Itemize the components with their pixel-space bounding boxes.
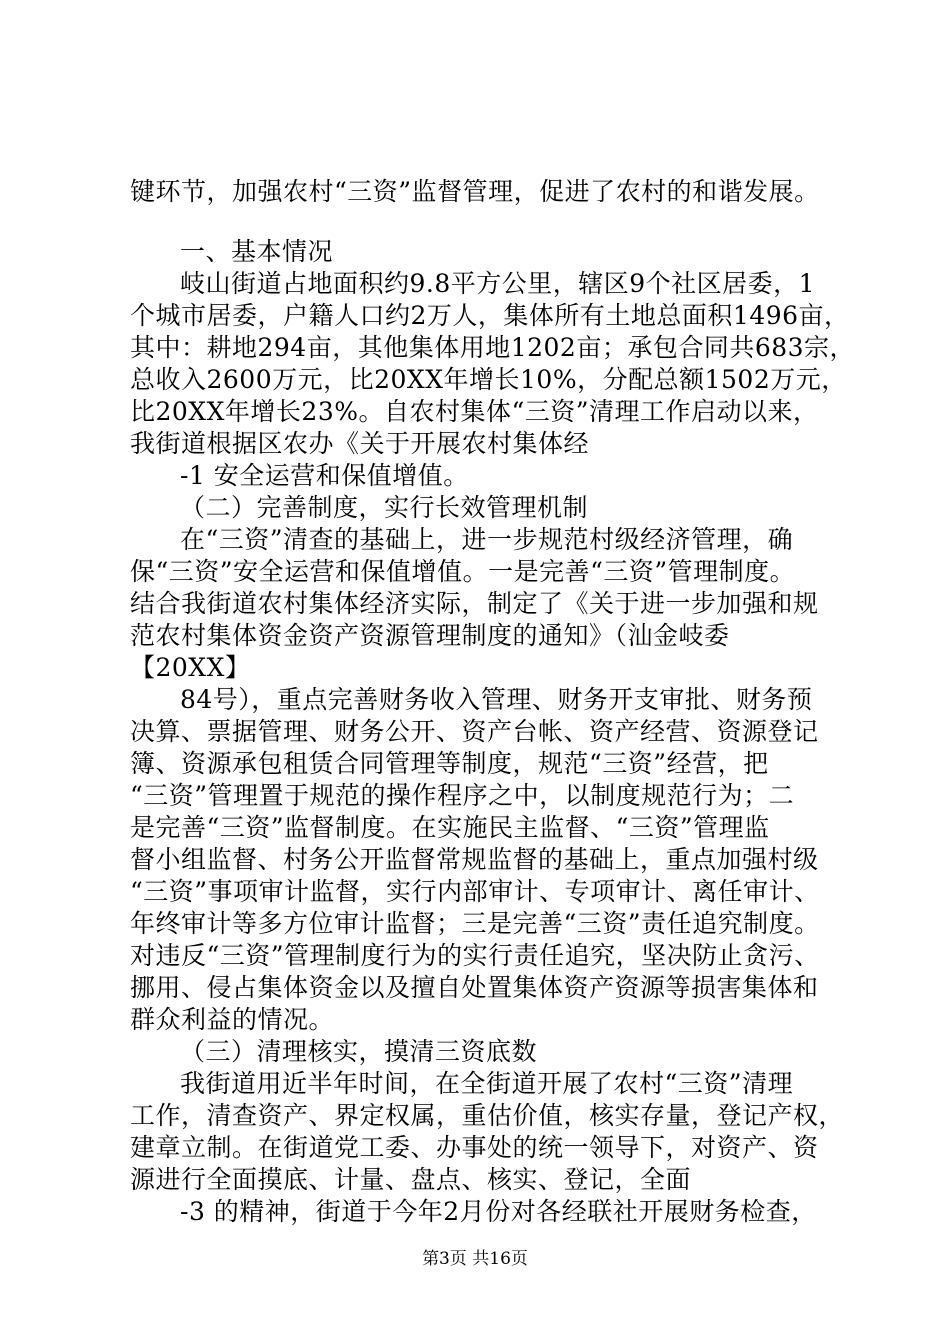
text-line: 岐山街道占地面积约9.8平方公里，辖区9个社区居委，1 [180, 269, 816, 298]
text-line: 保“三资”安全运营和保值增值。一是完善“三资”管理制度。 [130, 557, 796, 586]
text-line: 督小组监督、村务公开监督常规监督的基础上，重点加强村级 [130, 845, 819, 874]
text-line: -3 的精神，街道于今年2月份对各经联社开展财务检查， [180, 1197, 817, 1226]
text-line: “三资”管理置于规范的操作程序之中，以制度规范行为；二 [130, 781, 795, 810]
text-line: 【20XX】 [130, 653, 251, 682]
text-line: 挪用、侵占集体资金以及擅自处置集体资产资源等损害集体和 [130, 973, 819, 1002]
text-line: 其中：耕地294亩，其他集体用地1202亩；承包合同共683宗， [130, 333, 856, 362]
text-line: 个城市居委，户籍人口约2万人，集体所有土地总面积1496亩， [130, 301, 850, 330]
text-line: 簿、资源承包租赁合同管理等制度，规范“三资”经营，把 [130, 749, 769, 778]
section-heading: （三）清理核实，摸清三资底数 [180, 1037, 538, 1066]
text-line: 范农村集体资金资产资源管理制度的通知》（汕金岐委 [130, 621, 730, 650]
text-line: “三资”事项审计监督，实行内部审计、专项审计、离任审计、 [130, 877, 820, 906]
section-heading: （二）完善制度，实行长效管理机制 [180, 493, 589, 522]
text-line: 我街道用近半年时间，在全街道开展了农村“三资”清理 [180, 1069, 794, 1098]
text-line: 年终审计等多方位审计监督；三是完善“三资”责任追究制度。 [130, 909, 820, 938]
text-line: 决算、票据管理、财务公开、资产台帐、资产经营、资源登记 [130, 717, 819, 746]
text-line: 工作，清查资产、界定权属，重估价值，核实存量，登记产权， [130, 1101, 845, 1130]
text-line: 我街道根据区农办《关于开展农村集体经 [130, 429, 590, 458]
text-line: 键环节，加强农村“三资”监督管理，促进了农村的和谐发展。 [130, 177, 820, 206]
text-line: 对违反“三资”管理制度行为的实行责任追究，坚决防止贪污、 [130, 941, 820, 970]
text-line: 建章立制。在街道党工委、办事处的统一领导下，对资产、资 [130, 1133, 819, 1162]
text-line: 结合我街道农村集体经济实际，制定了《关于进一步加强和规 [130, 589, 819, 618]
text-line: 是完善“三资”监督制度。在实施民主监督、“三资”管理监 [130, 813, 770, 842]
page-footer: 第3页 共16页 [422, 1249, 528, 1269]
text-line: 源进行全面摸底、计量、盘点、核实、登记，全面 [130, 1165, 692, 1194]
text-line: 84号），重点完善财务收入管理、财务开支审批、财务预 [180, 685, 813, 714]
text-line: -1 安全运营和保值增值。 [180, 461, 469, 490]
text-line: 总收入2600万元，比20XX年增长10%，分配总额1502万元， [130, 365, 847, 394]
text-line: 比20XX年增长23%。自农村集体“三资”清理工作启动以来， [130, 397, 819, 426]
section-heading: 一、基本情况 [180, 237, 334, 266]
text-line: 在“三资”清查的基础上，进一步规范村级经济管理，确 [180, 525, 794, 554]
text-line: 群众利益的情况。 [130, 1005, 335, 1034]
